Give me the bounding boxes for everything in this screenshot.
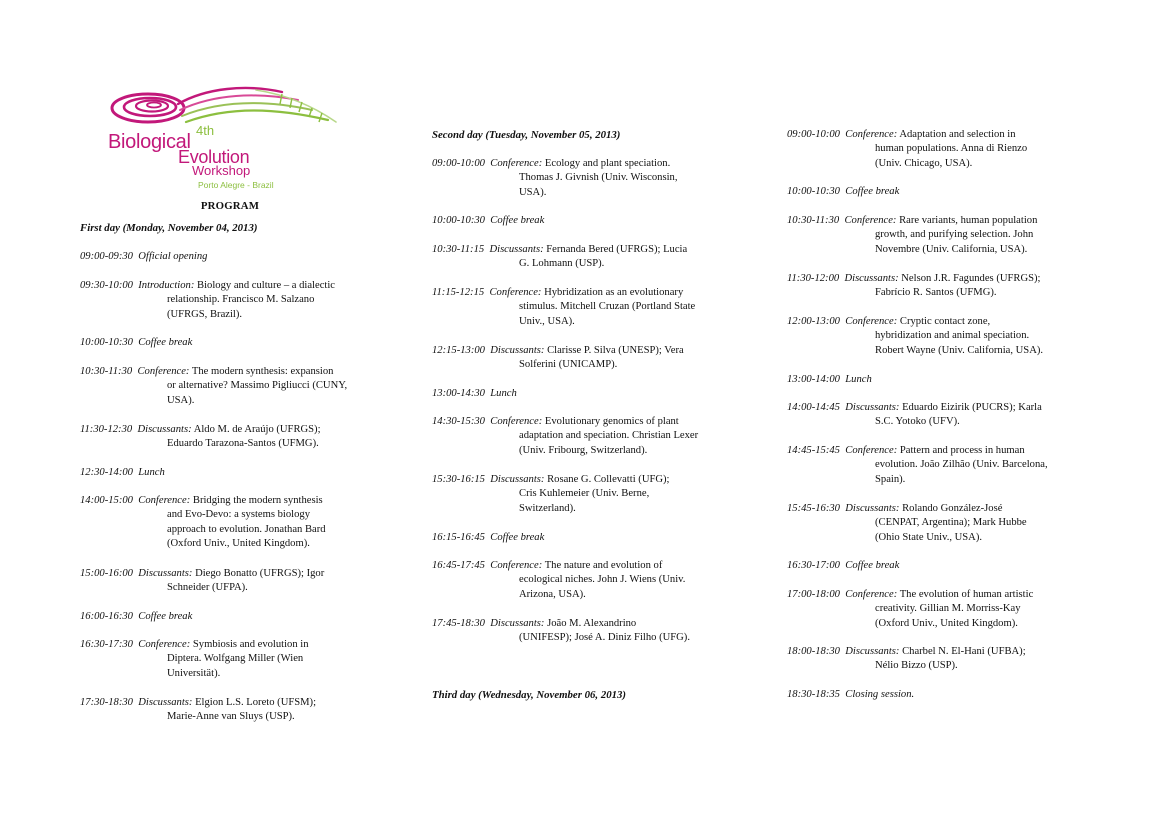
- entry-first-line: [432, 473, 669, 487]
- entry-kind: Conference:: [845, 129, 898, 140]
- entry-time: 17:45-18:30: [432, 618, 485, 629]
- day-heading-3: Third day (Wednesday, November 06, 2013): [432, 689, 627, 701]
- entry-continuation: Nélio Bizzo (USP).: [875, 660, 958, 672]
- entry-kind: Discussants:: [490, 474, 545, 485]
- entry-first-line: [787, 214, 1037, 228]
- schedule-entry: [432, 617, 690, 646]
- entry-continuation: (Univ. Chicago, USA).: [875, 157, 973, 169]
- schedule-entry: [432, 286, 695, 329]
- entry-continuation: (Univ. Fribourg, Switzerland).: [519, 444, 648, 456]
- entry-continuation: hybridization and animal speciation.: [875, 330, 1030, 342]
- entry-continuation: and Evo-Devo: a systems biology: [167, 509, 310, 521]
- schedule-entry: [787, 502, 1027, 545]
- entry-text: Ecology and plant speciation.: [544, 158, 671, 169]
- entry-first-line: [80, 696, 316, 710]
- entry-continuation: (CENPAT, Argentina); Mark Hubbe: [875, 517, 1027, 529]
- entry-text: Adaptation and selection in: [899, 129, 1016, 140]
- entry-time: 10:00-10:30: [80, 337, 133, 348]
- entry-time: 15:30-16:15: [432, 474, 485, 485]
- schedule-entry: [432, 243, 687, 272]
- entry-continuation: USA).: [167, 394, 195, 406]
- entry-text: João M. Alexandrino: [547, 618, 637, 629]
- entry-kind: Lunch: [490, 388, 517, 399]
- logo-number: 4th: [196, 123, 215, 138]
- schedule-entry: [80, 423, 321, 452]
- schedule-entry: [80, 336, 192, 350]
- entry-kind: Discussants:: [844, 273, 899, 284]
- schedule-entry: [787, 185, 899, 199]
- entry-text: Hybridization as an evolutionary: [544, 287, 684, 298]
- entry-first-line: [787, 185, 899, 199]
- entry-text: Fernanda Bered (UFRGS); Lucia: [546, 244, 688, 255]
- entry-time: 17:00-18:00: [787, 589, 840, 600]
- entry-time: 09:00-09:30: [80, 251, 133, 262]
- logo-location: Porto Alegre - Brazil: [198, 180, 274, 190]
- entry-kind: Conference:: [138, 495, 191, 506]
- day-heading-1: First day (Monday, November 04, 2013): [80, 222, 258, 234]
- entry-kind: Introduction:: [138, 280, 195, 291]
- entry-kind: Conference:: [845, 589, 898, 600]
- entry-first-line: [432, 214, 544, 228]
- entry-kind: Discussants:: [845, 646, 900, 657]
- entry-continuation: Schneider (UFPA).: [167, 582, 248, 594]
- schedule-entry: [787, 401, 1042, 430]
- schedule-entry: [432, 559, 685, 602]
- entry-time: 15:45-16:30: [787, 503, 840, 514]
- entry-continuation: Fabrício R. Santos (UFMG).: [875, 287, 997, 299]
- entry-time: 17:30-18:30: [80, 697, 133, 708]
- entry-time: 18:00-18:30: [787, 646, 840, 657]
- entry-time: 16:30-17:30: [80, 639, 133, 650]
- entry-continuation: S.C. Yotoko (UFV).: [875, 416, 960, 428]
- entry-kind: Discussants:: [490, 618, 545, 629]
- entry-kind: Lunch: [845, 374, 872, 385]
- entry-continuation: Marie-Anne van Sluys (USP).: [167, 711, 295, 723]
- entry-first-line: [80, 494, 326, 508]
- schedule-entry: [432, 531, 544, 545]
- entry-continuation: ecological niches. John J. Wiens (Univ.: [519, 574, 686, 586]
- schedule-entry: [80, 279, 335, 322]
- entry-continuation: G. Lohmann (USP).: [519, 258, 605, 270]
- schedule-entry: [432, 473, 669, 516]
- entry-kind: Coffee break: [845, 186, 900, 197]
- entry-continuation: Solferini (UNICAMP).: [519, 359, 618, 371]
- entry-first-line: [787, 688, 914, 702]
- entry-continuation: Switzerland).: [519, 502, 576, 514]
- schedule-entry: [432, 387, 517, 401]
- entry-time: 11:15-12:15: [432, 287, 485, 298]
- entry-continuation: Robert Wayne (Univ. California, USA).: [875, 344, 1044, 356]
- entry-continuation: or alternative? Massimo Pigliucci (CUNY,: [167, 380, 348, 392]
- entry-kind: Coffee break: [845, 560, 900, 571]
- entry-first-line: [787, 588, 1033, 602]
- day-heading-2: Second day (Tuesday, November 05, 2013): [432, 129, 621, 141]
- schedule-entry: [432, 214, 544, 228]
- entry-continuation: (Ohio State Univ., USA).: [875, 531, 983, 543]
- schedule-entry: [787, 315, 1043, 358]
- entry-time: 15:00-16:00: [80, 568, 133, 579]
- entry-first-line: [787, 444, 1048, 458]
- entry-continuation: (UNIFESP); José A. Diniz Filho (UFG).: [519, 632, 690, 644]
- schedule-entry: [787, 688, 914, 702]
- entry-continuation: Diptera. Wolfgang Miller (Wien: [167, 653, 304, 665]
- entry-time: 16:15-16:45: [432, 532, 485, 543]
- schedule-entry: [787, 272, 1040, 301]
- entry-kind: Conference:: [137, 366, 190, 377]
- entry-first-line: [787, 315, 1043, 329]
- entry-kind: Conference:: [845, 445, 898, 456]
- entry-time: 18:30-18:35: [787, 689, 840, 700]
- entry-first-line: [432, 243, 687, 257]
- entry-first-line: [80, 250, 207, 264]
- entry-first-line: [80, 567, 324, 581]
- entry-continuation: Arizona, USA).: [519, 588, 586, 600]
- entry-text: Symbiosis and evolution in: [192, 639, 309, 650]
- entry-kind: Closing session.: [845, 689, 915, 700]
- entry-text: Aldo M. de Araújo (UFRGS);: [193, 424, 321, 435]
- schedule-entry: [787, 588, 1033, 631]
- schedule-entry: [80, 466, 165, 480]
- entry-first-line: [787, 401, 1042, 415]
- program-title: PROGRAM: [200, 200, 260, 212]
- entry-kind: Coffee break: [138, 337, 193, 348]
- entry-time: 14:30-15:30: [432, 416, 485, 427]
- entry-continuation: creativity. Gillian M. Morriss-Kay: [875, 603, 1021, 615]
- entry-text: Biology and culture – a dialectic: [197, 280, 335, 291]
- entry-text: The modern synthesis: expansion: [191, 366, 334, 377]
- entry-first-line: [80, 279, 335, 293]
- entry-continuation: relationship. Francisco M. Salzano: [167, 294, 315, 306]
- entry-continuation: evolution. João Zilhão (Univ. Barcelona,: [875, 459, 1048, 471]
- schedule-entry: [432, 415, 698, 458]
- schedule-entry: [432, 157, 677, 200]
- entry-kind: Discussants:: [137, 424, 192, 435]
- schedule-entry: [80, 250, 207, 264]
- entry-continuation: Cris Kuhlemeier (Univ. Berne,: [519, 488, 650, 500]
- entry-time: 16:00-16:30: [80, 611, 133, 622]
- entry-kind: Conference:: [490, 560, 543, 571]
- entry-first-line: [80, 610, 192, 624]
- entry-text: Nelson J.R. Fagundes (UFRGS);: [901, 273, 1041, 284]
- entry-kind: Coffee break: [490, 215, 545, 226]
- entry-time: 11:30-12:30: [80, 424, 133, 435]
- entry-continuation: Universität).: [167, 667, 221, 679]
- entry-text: Elgion L.S. Loreto (UFSM);: [195, 697, 317, 708]
- schedule-entry: [787, 214, 1037, 257]
- entry-continuation: Univ., USA).: [519, 315, 575, 327]
- entry-time: 09:30-10:00: [80, 280, 133, 291]
- schedule-entry: [80, 638, 309, 681]
- entry-time: 11:30-12:00: [787, 273, 840, 284]
- entry-kind: Discussants:: [845, 402, 900, 413]
- schedule-entry: [80, 567, 324, 596]
- entry-first-line: [432, 617, 690, 631]
- entry-kind: Coffee break: [138, 611, 193, 622]
- entry-kind: Conference:: [845, 316, 898, 327]
- entry-first-line: [80, 423, 321, 437]
- entry-time: 13:00-14:00: [787, 374, 840, 385]
- entry-kind: Conference:: [490, 158, 543, 169]
- entry-continuation: USA).: [519, 186, 547, 198]
- entry-text: Clarisse P. Silva (UNESP); Vera: [547, 345, 684, 356]
- entry-first-line: [432, 415, 698, 429]
- entry-kind: Conference:: [138, 639, 191, 650]
- entry-continuation: human populations. Anna di Rienzo: [875, 143, 1028, 155]
- entry-first-line: [80, 336, 192, 350]
- workshop-logo: [106, 82, 342, 194]
- entry-first-line: [432, 286, 695, 300]
- entry-continuation: Spain).: [875, 473, 906, 485]
- entry-kind: Official opening: [138, 251, 208, 262]
- entry-text: Diego Bonatto (UFRGS); Igor: [195, 568, 325, 579]
- entry-first-line: [432, 531, 544, 545]
- schedule-entry: [80, 610, 192, 624]
- schedule-entry: [787, 373, 872, 387]
- entry-text: Rolando González-José: [902, 503, 1003, 514]
- entry-continuation: approach to evolution. Jonathan Bard: [167, 523, 326, 535]
- entry-continuation: (Oxford Univ., United Kingdom).: [875, 617, 1018, 629]
- entry-text: Rare variants, human population: [899, 215, 1038, 226]
- entry-first-line: [432, 157, 677, 171]
- entry-text: Cryptic contact zone,: [899, 316, 991, 327]
- schedule-entry: [787, 645, 1026, 674]
- entry-text: Charbel N. El-Hani (UFBA);: [902, 646, 1026, 657]
- entry-time: 12:15-13:00: [432, 345, 485, 356]
- entry-first-line: [787, 272, 1040, 286]
- entry-continuation: Eduardo Tarazona-Santos (UFMG).: [167, 438, 319, 450]
- entry-time: 10:30-11:15: [432, 244, 485, 255]
- entry-continuation: Thomas J. Givnish (Univ. Wisconsin,: [519, 172, 678, 184]
- schedule-entry: [80, 494, 326, 552]
- entry-first-line: [80, 466, 165, 480]
- entry-kind: Discussants:: [845, 503, 900, 514]
- entry-text: The evolution of human artistic: [899, 589, 1034, 600]
- entry-text: Bridging the modern synthesis: [192, 495, 323, 506]
- entry-first-line: [432, 344, 684, 358]
- entry-time: 10:30-11:30: [80, 366, 133, 377]
- entry-kind: Conference:: [489, 287, 542, 298]
- entry-first-line: [432, 387, 517, 401]
- entry-first-line: [787, 645, 1026, 659]
- entry-text: Evolutionary genomics of plant: [544, 416, 679, 427]
- entry-kind: Discussants:: [138, 697, 193, 708]
- entry-kind: Conference:: [844, 215, 897, 226]
- logo-line3: Workshop: [192, 163, 251, 178]
- schedule-entry: [80, 696, 316, 725]
- logo-line2: Evolution: [178, 147, 250, 167]
- entry-time: 09:00-10:00: [432, 158, 485, 169]
- entry-text: Pattern and process in human: [899, 445, 1025, 456]
- schedule-entry: [787, 128, 1027, 171]
- entry-time: 10:00-10:30: [787, 186, 840, 197]
- entry-kind: Discussants:: [490, 345, 545, 356]
- entry-first-line: [80, 365, 347, 379]
- entry-first-line: [787, 128, 1027, 142]
- entry-continuation: adaptation and speciation. Christian Lexer: [519, 430, 699, 442]
- entry-kind: Coffee break: [490, 532, 545, 543]
- entry-continuation: growth, and purifying selection. John: [875, 229, 1034, 241]
- entry-kind: Conference:: [490, 416, 543, 427]
- entry-time: 10:30-11:30: [787, 215, 840, 226]
- schedule-entry: [432, 344, 684, 373]
- entry-continuation: stimulus. Mitchell Cruzan (Portland State: [519, 301, 696, 313]
- entry-time: 09:00-10:00: [787, 129, 840, 140]
- entry-first-line: [787, 502, 1027, 516]
- entry-first-line: [787, 373, 872, 387]
- entry-time: 12:30-14:00: [80, 467, 133, 478]
- entry-kind: Lunch: [138, 467, 165, 478]
- logo-line1: Biological: [108, 131, 191, 153]
- schedule-entry: [787, 559, 899, 573]
- schedule-entry: [80, 365, 347, 408]
- entry-first-line: [80, 638, 309, 652]
- entry-time: 16:30-17:00: [787, 560, 840, 571]
- schedule-entry: [787, 444, 1048, 487]
- entry-continuation: (UFRGS, Brazil).: [167, 308, 243, 320]
- entry-text: Eduardo Eizirik (PUCRS); Karla: [902, 402, 1042, 413]
- entry-kind: Discussants:: [489, 244, 544, 255]
- entry-first-line: [787, 559, 899, 573]
- entry-time: 14:00-14:45: [787, 402, 840, 413]
- entry-time: 12:00-13:00: [787, 316, 840, 327]
- entry-time: 13:00-14:30: [432, 388, 485, 399]
- entry-time: 14:00-15:00: [80, 495, 133, 506]
- entry-time: 16:45-17:45: [432, 560, 485, 571]
- entry-time: 10:00-10:30: [432, 215, 485, 226]
- entry-first-line: [432, 559, 685, 573]
- entry-text: Rosane G. Collevatti (UFG);: [547, 474, 670, 485]
- entry-continuation: (Oxford Univ., United Kingdom).: [167, 538, 310, 550]
- entry-time: 14:45-15:45: [787, 445, 840, 456]
- entry-continuation: Novembre (Univ. California, USA).: [875, 243, 1028, 255]
- entry-kind: Discussants:: [138, 568, 193, 579]
- entry-text: The nature and evolution of: [544, 560, 663, 571]
